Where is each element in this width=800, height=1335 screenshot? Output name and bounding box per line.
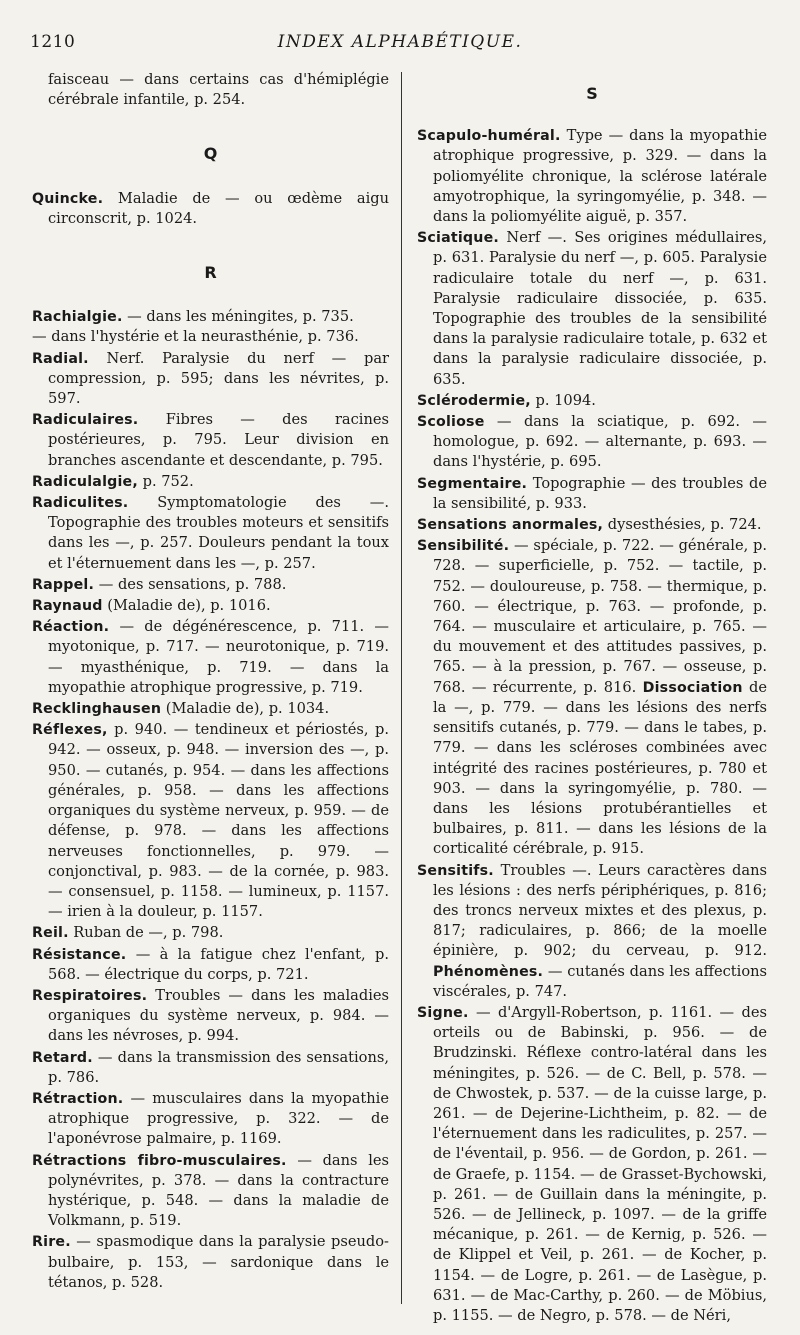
entry-text: Ruban de —, p. 798.: [68, 924, 224, 942]
index-entry-retractions: [32, 1151, 389, 1232]
entry-text: Troubles — dans les maladies organiques du système nerveux, p. 984. — dans les névroses, p. 994.: [48, 986, 389, 1045]
entry-headword: Sciatique.: [417, 230, 499, 247]
entry-subheadword: Dissociation: [642, 679, 743, 696]
entry-headword: Raynaud: [32, 598, 103, 615]
entry-text: Maladie de — ou œdème aigu circonscrit, p. 1024.: [48, 189, 389, 227]
entry-text: Topographie — des troubles de la sensibilité, p. 933.: [433, 474, 767, 512]
entry-headword: Quincke.: [32, 190, 104, 207]
section-letter-s: S: [586, 84, 598, 103]
entry-headword: Sensitifs.: [417, 862, 494, 879]
index-entry-quincke: [32, 189, 389, 229]
index-entry-sensibilite: [417, 536, 767, 859]
entry-text: — musculaires dans la myopathie atrophique progressive, p. 322. — de l'aponévrose palmaire, p. 1169.: [48, 1089, 389, 1148]
entry-headword: Radiculaires.: [32, 412, 139, 429]
entry-text: — de dégénérescence, p. 711. — myotonique, p. 717. — neurotonique, p. 719. — myasthénique, p. 719. — dans la myopathie atrophique progressive, p. 719.: [48, 618, 389, 696]
entry-headword: Signe.: [417, 1004, 469, 1021]
entry-headword: Segmentaire.: [417, 475, 528, 492]
index-entry-radial: [32, 349, 389, 410]
entry-text: p. 940. — tendineux et périostés, p. 942. — osseux, p. 948. — inversion des —, p. 950. — cutanés, p. 954. — dans les affections générales, p. 958. — dans les affections organiques du système nerveux, p. 959. — de défense, p. 978. — dans les affections nerveuses fonctionnelles, p. 979. — conjonctival, p. 983. — de la cornée, p. 983. — consensuel, p. 1158. — lumineux, p. 1157. — irien à la douleur, p. 1157.: [48, 721, 389, 921]
entry-text: Nerf —. Ses origines médullaires, p. 631. Paralysie du nerf —, p. 605. Paralysie radiculaire totale du nerf —, p. 631. Paralysie radiculaire dissociée, p. 635. Topographie des troubles de la sensibilité dans la paralysie radiculaire totale, p. 632 et dans la paralysie radiculaire dissociée, p. 635.: [433, 229, 767, 388]
index-entry-segmentaire: [417, 474, 767, 514]
index-entry-reflexes: [32, 720, 389, 922]
entry-headword: Retard.: [32, 1049, 93, 1066]
entry-text-2: — cutanés dans les affections viscérales, p. 747.: [433, 962, 767, 1000]
index-entry-rachialgie: [32, 307, 389, 327]
page-number: 1210: [30, 32, 76, 52]
index-entry-scapulo-humeral: [417, 126, 767, 227]
entry-headword: Radial.: [32, 350, 89, 367]
index-entry-raynaud: [32, 596, 389, 616]
index-entry-radiculalgie: [32, 472, 389, 492]
right-column: [417, 70, 767, 1324]
index-entry-sclerodermie: [417, 391, 767, 411]
entry-headword: Respiratoires.: [32, 987, 148, 1004]
section-letter-q: Q: [203, 144, 218, 164]
entry-text: Troubles —. Leurs caractères dans les lésions : des nerfs périphériques, p. 816; des troncs nerveux mixtes et des plexus, p. 817; radiculaires, p. 866; de la moelle épinière, p. 902; du cerveau, p. 912.: [433, 861, 767, 960]
section-letter-r: R: [204, 263, 217, 283]
entry-headword: Résistance.: [32, 946, 127, 963]
entry-text: — spasmodique dans la paralysie pseudo-bulbaire, p. 153, — sardonique dans le tétanos, p. 528.: [48, 1233, 389, 1291]
index-entry-radiculites: [32, 493, 389, 574]
page-header: [30, 30, 770, 58]
entry-headword: Sensations anormales,: [417, 517, 604, 534]
running-title: INDEX ALPHABÉTIQUE.: [277, 32, 523, 52]
index-entry-scoliose: [417, 412, 767, 473]
index-entry-sciatique: [417, 228, 767, 390]
column-divider: [401, 72, 402, 1304]
entry-headword: Rétraction.: [32, 1090, 124, 1107]
entry-headword: Sensibilité.: [417, 538, 510, 555]
entry-text: — des sensations, p. 788.: [94, 575, 287, 593]
entry-headword: Rétractions fibro-musculaires.: [32, 1152, 287, 1169]
entry-text: (Maladie de), p. 1016.: [102, 597, 271, 615]
entry-headword: Radiculalgie,: [32, 473, 138, 490]
index-entry-retraction: [32, 1089, 389, 1150]
entry-text-2: de la —, p. 779. — dans les lésions des nerfs sensitifs cutanés, p. 779. — dans le tabes, p. 779. — dans les scléroses combinées avec intégrité des racines postérieures, p. 780 et 903. — dans la syringomyélie, p. 780. — dans les lésions protubérantielles et bulbaires, p. 811. — dans les lésions de la corticalité cérébrale, p. 915.: [433, 678, 767, 858]
index-entry-sensations: [417, 515, 767, 535]
index-entry-retard: [32, 1048, 389, 1088]
entry-headword: Sclérodermie,: [417, 392, 531, 409]
entry-headword: Scoliose: [417, 414, 485, 431]
left-column: [32, 70, 389, 1310]
entry-headword: Radiculites.: [32, 495, 129, 512]
entry-headword: Réaction.: [32, 619, 110, 636]
index-entry-resistance: [32, 945, 389, 985]
entry-subheadword: Phénomènes.: [433, 963, 544, 980]
entry-headword: Rappel.: [32, 576, 95, 593]
index-entry-recklinghausen: [32, 699, 389, 719]
entry-headword: Recklinghausen: [32, 701, 162, 718]
index-entry-radiculaires: [32, 410, 389, 471]
entry-text: — d'Argyll-Robertson, p. 1161. — des orteils ou de Babinski, p. 956. — de Brudzinski. Réflexe contro-latéral dans les méningites, p. 526. — de C. Bell, p. 578. — de Chwostek, p. 537. — de la cuisse large, p. 261. — de Dejerine-Lichtheim, p. 82. — de l'éternuement dans les radiculites, p. 257. — de l'éventail, p. 956. — de Gordon, p. 261. — de Graefe, p. 1154. — de Grasset-Bychowski, p. 261. — de Guillain dans la méningite, p. 526. — de Jellineck, p. 1097. — de la griffe mécanique, p. 261. — de Kernig, p. 526. — de Klippel et Veil, p. 261. — de Kocher, p. 1154. — de Logre, p. 261. — de Lasègue, p. 631. — de Mac-Carthy, p. 260. — de Möbius, p. 1155. — de Negro, p. 578. — de Néri,: [433, 1003, 767, 1324]
index-entry-signe: [417, 1003, 767, 1326]
entry-text: Type — dans la myopathie atrophique progressive, p. 329. — dans la poliomyélite chronique, la sclérose latérale amyotrophique, la syringomyélie, p. 348. — dans la poliomyélite aiguë, p. 357.: [433, 127, 767, 226]
index-entry-reil: [32, 923, 389, 943]
index-entry-rire: [32, 1232, 389, 1293]
index-entry-sensitifs: [417, 861, 767, 1002]
entry-text: Nerf. Paralysie du nerf — par compression, p. 595; dans les névrites, p. 597.: [48, 349, 389, 408]
entry-text: Symptomatologie des —. Topographie des troubles moteurs et sensitifs dans les —, p. 257. Douleurs pendant la toux et l'éternuement dans les —, p. 257.: [48, 494, 389, 572]
entry-text: dysesthésies, p. 724.: [603, 516, 762, 534]
index-entry-reaction: [32, 617, 389, 698]
entry-text: — dans les polynévrites, p. 378. — dans la contracture hystérique, p. 548. — dans la maladie de Volkmann, p. 519.: [48, 1151, 389, 1230]
entry-text: Fibres — des racines postérieures, p. 795. Leur division en branches ascendante et descendante, p. 795.: [48, 411, 389, 469]
entry-text: p. 752.: [137, 472, 194, 490]
index-entry-continuation: faisceau — dans certains cas d'hémiplégie cérébrale infantile, p. 254.: [48, 71, 389, 109]
entry-text: — spéciale, p. 722. — générale, p. 728. — superficielle, p. 752. — tactile, p. 752. — douloureuse, p. 758. — thermique, p. 760. — électrique, p. 763. — profonde, p. 764. — musculaire et articulaire, p. 765. — du mouvement et des attitudes passives, p. 765. — à la pression, p. 767. — osseuse, p. 768. — récurrente, p. 816.: [433, 537, 767, 696]
entry-headword: Rachialgie.: [32, 309, 123, 326]
index-entry-rachialgie-cont: — dans l'hystérie et la neurasthénie, p. 736.: [32, 328, 359, 346]
entry-text: p. 1094.: [530, 391, 596, 409]
entry-text: — dans la transmission des sensations, p. 786.: [48, 1048, 389, 1086]
entry-headword: Rire.: [32, 1234, 71, 1251]
entry-headword: Scapulo-huméral.: [417, 128, 561, 145]
entry-headword: Reil.: [32, 925, 69, 942]
entry-text: — dans la sciatique, p. 692. — homologue, p. 692. — alternante, p. 693. — dans l'hystérie, p. 695.: [433, 413, 767, 471]
entry-headword: Réflexes,: [32, 722, 108, 739]
entry-text: — à la fatigue chez l'enfant, p. 568. — électrique du corps, p. 721.: [48, 945, 389, 983]
index-entry-respiratoires: [32, 986, 389, 1047]
entry-text: — dans les méningites, p. 735.: [122, 308, 354, 326]
entry-text: (Maladie de), p. 1034.: [161, 700, 330, 718]
index-entry-rappel: [32, 575, 389, 595]
